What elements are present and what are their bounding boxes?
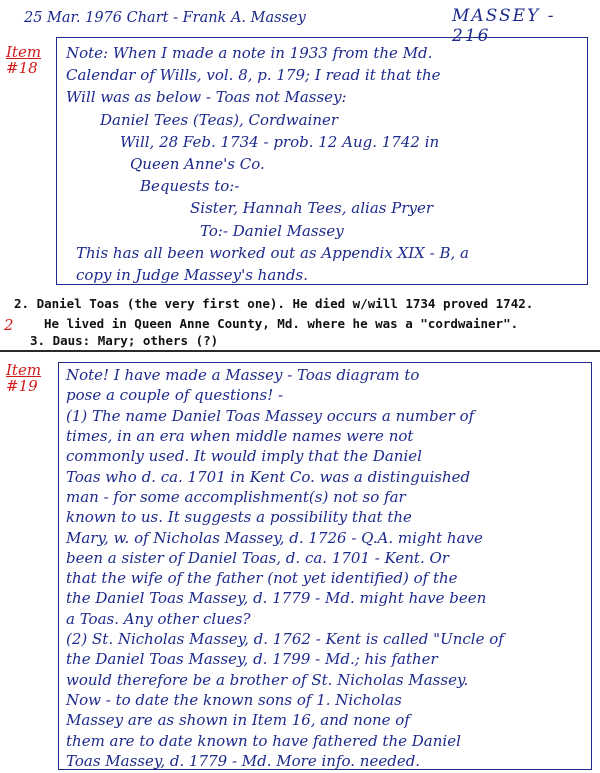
section-divider [0,350,600,352]
item-19-line: would therefore be a brother of St. Nicholas Massey. [66,670,469,689]
item-18-line: This has all been worked out as Appendix XIX - B, a [76,243,469,262]
item-19-line: a Toas. Any other clues? [66,609,251,628]
typed-line: 2. Daniel Toas (the very first one). He died w/will 1734 proved 1742. [14,296,534,311]
item-18-line: Will was as below - Toas not Massey: [66,88,347,107]
chart-date-heading: 25 Mar. 1976 Chart - Frank A. Massey [24,10,306,26]
item-19-label-number: #19 [6,377,38,395]
item-18-line: To:- Daniel Massey [200,221,344,240]
item-19-line: Toas Massey, d. 1779 - Md. More info. needed. [66,752,421,770]
item-19-line: (1) The name Daniel Toas Massey occurs a number of [66,406,475,425]
item-18-line: Bequests to:- [140,177,240,196]
item-19-line: them are to date known to have fathered the Daniel [66,731,461,750]
item-19-line: man - for some accomplishment(s) not so far [66,487,406,506]
item-19-line: the Daniel Toas Massey, d. 1799 - Md.; his father [66,650,438,669]
item-18-line: Queen Anne's Co. [130,155,265,173]
item-19-line: that the wife of the father (not yet identified) of the [66,569,458,588]
item-19-line: been a sister of Daniel Toas, d. ca. 1701 - Kent. Or [66,548,449,567]
item-19-line: known to us. It suggests a possibility that the [66,508,412,527]
item-19-line: Massey are as shown in Item 16, and none of [66,711,410,730]
margin-mark: 2 [4,316,14,334]
item-18-label-number: #18 [6,59,38,77]
item-18-line: copy in Judge Massey's hands. [76,266,308,284]
item-19-label [6,362,41,394]
item-19-line: Now - to date the known sons of 1. Nicholas [66,691,402,710]
item-19-line: (2) St. Nicholas Massey, d. 1762 - Kent is called "Uncle of [66,630,504,649]
typed-line: He lived in Queen Anne County, Md. where he was a "cordwainer". [44,316,519,331]
item-18-line: Will, 28 Feb. 1734 - prob. 12 Aug. 1742 in [120,132,440,151]
item-18-label [6,44,41,76]
item-19-line: Toas who d. ca. 1701 in Kent Co. was a distinguished [66,467,471,486]
item-18-line: Note: When I made a note in 1933 from the Md. [66,44,433,62]
item-19-line: Mary, w. of Nicholas Massey, d. 1726 - Q.A. might have [66,528,483,547]
item-19-line: Note! I have made a Massey - Toas diagram to [66,366,420,384]
item-19-line: the Daniel Toas Massey, d. 1779 - Md. might have been [66,589,487,608]
item-18-line: Calendar of Wills, vol. 8, p. 179; I read it that the [66,66,441,85]
item-19-label-word: Item [6,361,42,379]
page-reference: MASSEY - 216 [452,6,556,46]
item-19-line: commonly used. It would imply that the Daniel [66,447,422,466]
typed-line: 3. Daus: Mary; others (?) [30,333,219,348]
item-19-line: times, in an era when middle names were not [66,426,414,445]
item-18-line: Sister, Hannah Tees, alias Pryer [190,199,434,218]
item-19-line: pose a couple of questions! - [66,386,284,405]
item-18-line: Daniel Tees (Teas), Cordwainer [100,110,339,129]
item-18-label-word: Item [6,43,42,61]
